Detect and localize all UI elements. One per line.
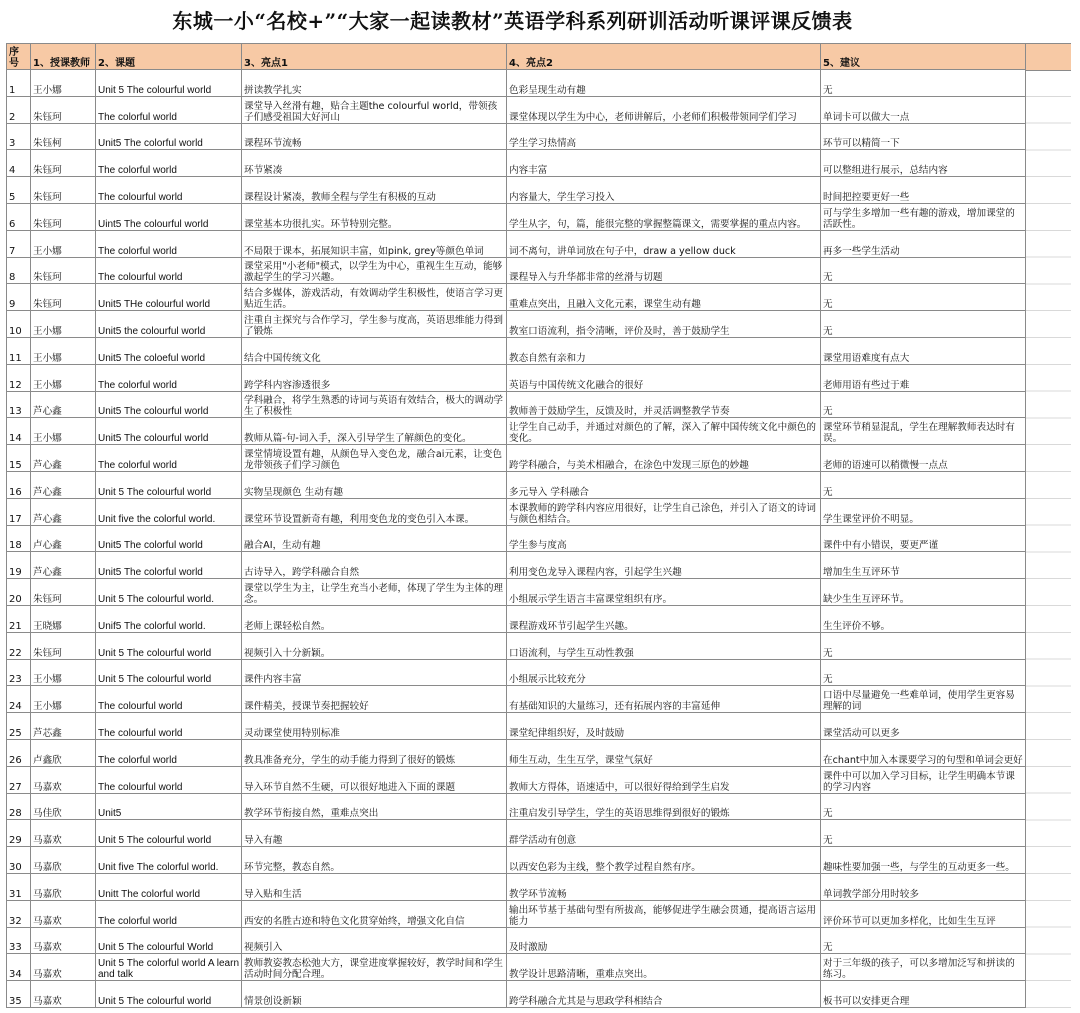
cell-index[interactable]: 6	[7, 203, 31, 230]
cell-teacher[interactable]: 马嘉欣	[31, 847, 96, 874]
cell-topic[interactable]: Unit5 THe colourful world	[96, 284, 242, 311]
header-highlight-2[interactable]: 4、亮点2	[507, 44, 821, 70]
cell-suggestion[interactable]: 无	[821, 284, 1026, 311]
cell-index[interactable]: 23	[7, 659, 31, 686]
cell-suggestion[interactable]: 课件中有小错误，要更严谨	[821, 525, 1026, 552]
cell-topic[interactable]: Unit5 The colorful world	[96, 525, 242, 552]
cell-index[interactable]: 25	[7, 713, 31, 740]
header-index[interactable]: 序号	[7, 44, 31, 70]
cell-index[interactable]: 16	[7, 471, 31, 498]
header-teacher[interactable]: 1、授课教师	[31, 44, 96, 70]
cell-highlight-2[interactable]: 课程游戏环节引起学生兴趣。	[507, 605, 821, 632]
cell-highlight-2[interactable]: 跨学科融合，与美术相融合，在涂色中发现三原色的妙趣	[507, 445, 821, 472]
cell-highlight-2[interactable]: 色彩呈现生动有趣	[507, 70, 821, 97]
cell-topic[interactable]: The colorful world	[96, 739, 242, 766]
cell-highlight-2[interactable]: 教学环节流畅	[507, 873, 821, 900]
cell-highlight-1[interactable]: 课堂导入丝滑有趣，贴合主题the colourful world，带领孩子们感受祖国大好河山	[242, 96, 507, 123]
cell-topic[interactable]: Uint5 The colourful world	[96, 203, 242, 230]
cell-index[interactable]: 22	[7, 632, 31, 659]
cell-topic[interactable]: Unit 5 The colourful world	[96, 659, 242, 686]
cell-teacher[interactable]: 朱钰珂	[31, 632, 96, 659]
cell-teacher[interactable]: 王小娜	[31, 364, 96, 391]
cell-index[interactable]: 33	[7, 927, 31, 954]
cell-highlight-1[interactable]: 课件精美，授课节奏把握较好	[242, 686, 507, 713]
cell-teacher[interactable]: 马嘉欢	[31, 820, 96, 847]
cell-highlight-1[interactable]: 古诗导入，跨学科融合自然	[242, 552, 507, 579]
cell-highlight-2[interactable]: 利用变色龙导入课程内容，引起学生兴趣	[507, 552, 821, 579]
cell-suggestion[interactable]: 无	[821, 311, 1026, 338]
cell-topic[interactable]: Unit 5 The colourful world	[96, 471, 242, 498]
table-row	[7, 686, 1026, 713]
table-row	[7, 820, 1026, 847]
header-suggestion[interactable]: 5、建议	[821, 44, 1026, 70]
cell-suggestion[interactable]: 口语中尽量避免一些难单词，使用学生更容易理解的词	[821, 686, 1026, 713]
table-row	[7, 713, 1026, 740]
table-row	[7, 150, 1026, 177]
cell-index[interactable]: 20	[7, 579, 31, 606]
cell-suggestion[interactable]: 对于三年级的孩子，可以多增加泛写和拼读的练习。	[821, 954, 1026, 981]
cell-highlight-1[interactable]: 环节紧凑	[242, 150, 507, 177]
cell-suggestion[interactable]: 再多一些学生活动	[821, 230, 1026, 257]
cell-topic[interactable]: Unitt The colorful world	[96, 873, 242, 900]
cell-topic[interactable]: Unit 5 The colourful world	[96, 820, 242, 847]
table-body	[7, 70, 1026, 1008]
cell-suggestion[interactable]: 单词卡可以做大一点	[821, 96, 1026, 123]
cell-highlight-2[interactable]: 教室口语流利，指令清晰，评价及时，善于鼓励学生	[507, 311, 821, 338]
cell-index[interactable]: 14	[7, 418, 31, 445]
cell-highlight-1[interactable]: 导入环节自然不生硬，可以很好地进入下面的课题	[242, 766, 507, 793]
cell-topic[interactable]: Unit5 The colorful world	[96, 123, 242, 150]
cell-highlight-1[interactable]: 实物呈现颜色 生动有趣	[242, 471, 507, 498]
cell-teacher[interactable]: 卢心鑫	[31, 525, 96, 552]
cell-topic[interactable]: Unit five The colorful world.	[96, 847, 242, 874]
table-row	[7, 70, 1026, 97]
cell-suggestion[interactable]: 课堂用语难度有点大	[821, 337, 1026, 364]
cell-suggestion[interactable]: 评价环节可以更加多样化，比如生生互评	[821, 900, 1026, 927]
cell-highlight-1[interactable]: 学科融合，将学生熟悉的诗词与英语有效结合，极大的调动学生了积极性	[242, 391, 507, 418]
cell-highlight-2[interactable]: 词不离句，讲单词放在句子中，draw a yellow duck	[507, 230, 821, 257]
cell-index[interactable]: 10	[7, 311, 31, 338]
cell-teacher[interactable]: 朱钰珂	[31, 177, 96, 204]
cell-index[interactable]: 2	[7, 96, 31, 123]
cell-teacher[interactable]: 马嘉欣	[31, 873, 96, 900]
cell-highlight-1[interactable]: 拼读教学扎实	[242, 70, 507, 97]
cell-topic[interactable]: The colourful world	[96, 713, 242, 740]
cell-highlight-1[interactable]: 导入有趣	[242, 820, 507, 847]
cell-highlight-1[interactable]: 不局限于课本，拓展知识丰富，如pink, grey等颜色单词	[242, 230, 507, 257]
table-row	[7, 739, 1026, 766]
cell-teacher[interactable]: 王小娜	[31, 311, 96, 338]
table-row	[7, 847, 1026, 874]
cell-highlight-1[interactable]: 老师上课轻松自然。	[242, 605, 507, 632]
cell-teacher[interactable]: 马嘉欢	[31, 927, 96, 954]
cell-topic[interactable]: Unit 5 The colourful world	[96, 981, 242, 1008]
cell-highlight-2[interactable]: 内容丰富	[507, 150, 821, 177]
cell-suggestion[interactable]: 趣味性要加强一些，与学生的互动更多一些。	[821, 847, 1026, 874]
cell-highlight-1[interactable]: 课堂基本功很扎实。环节特别完整。	[242, 203, 507, 230]
cell-suggestion[interactable]: 无	[821, 471, 1026, 498]
cell-highlight-2[interactable]: 有基础知识的大量练习，还有拓展内容的丰富延伸	[507, 686, 821, 713]
cell-topic[interactable]: The colorful world	[96, 150, 242, 177]
cell-teacher[interactable]: 芦芯鑫	[31, 713, 96, 740]
header-topic[interactable]: 2、课题	[96, 44, 242, 70]
table-row	[7, 391, 1026, 418]
cell-suggestion[interactable]: 课件中可以加入学习目标，让学生明确本节课的学习内容	[821, 766, 1026, 793]
cell-highlight-1[interactable]: 课程设计紧凑，教师全程与学生有积极的互动	[242, 177, 507, 204]
cell-topic[interactable]: The colorful world	[96, 900, 242, 927]
cell-highlight-2[interactable]: 口语流利，与学生互动性教强	[507, 632, 821, 659]
table-row	[7, 471, 1026, 498]
cell-highlight-1[interactable]: 融合AI，生动有趣	[242, 525, 507, 552]
cell-highlight-1[interactable]: 结合多媒体，游戏活动，有效调动学生积极性，使语言学习更贴近生活。	[242, 284, 507, 311]
cell-teacher[interactable]: 芦心鑫	[31, 391, 96, 418]
table-row	[7, 632, 1026, 659]
table-row	[7, 525, 1026, 552]
cell-index[interactable]: 31	[7, 873, 31, 900]
table-row	[7, 230, 1026, 257]
cell-index[interactable]: 4	[7, 150, 31, 177]
cell-suggestion[interactable]: 在chant中加入本课要学习的句型和单词会更好	[821, 739, 1026, 766]
cell-teacher[interactable]: 卢鑫欣	[31, 739, 96, 766]
table-row	[7, 900, 1026, 927]
cell-teacher[interactable]: 芦心鑫	[31, 471, 96, 498]
cell-teacher[interactable]: 朱钰珂	[31, 579, 96, 606]
table-row	[7, 96, 1026, 123]
cell-topic[interactable]: The colorful world	[96, 230, 242, 257]
cell-teacher[interactable]: 王小娜	[31, 70, 96, 97]
cell-index[interactable]: 24	[7, 686, 31, 713]
cell-index[interactable]: 7	[7, 230, 31, 257]
cell-index[interactable]: 17	[7, 498, 31, 525]
table-row	[7, 552, 1026, 579]
cell-teacher[interactable]: 芦心鑫	[31, 498, 96, 525]
cell-teacher[interactable]: 王小娜	[31, 230, 96, 257]
cell-suggestion[interactable]: 缺少生生互评环节。	[821, 579, 1026, 606]
cell-highlight-2[interactable]: 英语与中国传统文化融合的很好	[507, 364, 821, 391]
table-row	[7, 981, 1026, 1008]
sheet-title: 东城一小“名校+”“大家一起读教材”英语学科系列研训活动听课评课反馈表	[172, 9, 853, 33]
cell-index[interactable]: 35	[7, 981, 31, 1008]
table-row	[7, 793, 1026, 820]
cell-index[interactable]: 11	[7, 337, 31, 364]
cell-suggestion[interactable]: 无	[821, 659, 1026, 686]
cell-highlight-2[interactable]: 注重启发引导学生，学生的英语思维得到很好的锻炼	[507, 793, 821, 820]
cell-suggestion[interactable]: 无	[821, 257, 1026, 284]
cell-highlight-2[interactable]: 输出环节基于基础句型有所拔高，能够促进学生融会贯通，提高语言运用能力	[507, 900, 821, 927]
cell-topic[interactable]: Unit 5 The colourful world.	[96, 579, 242, 606]
cell-highlight-2[interactable]: 重难点突出，且融入文化元素，课堂生动有趣	[507, 284, 821, 311]
cell-teacher[interactable]: 王小娜	[31, 659, 96, 686]
cell-highlight-2[interactable]: 学生参与度高	[507, 525, 821, 552]
cell-topic[interactable]: The colourful world	[96, 177, 242, 204]
cell-index[interactable]: 34	[7, 954, 31, 981]
table-row	[7, 498, 1026, 525]
cell-suggestion[interactable]: 课堂活动可以更多	[821, 713, 1026, 740]
cell-suggestion[interactable]: 板书可以安排更合理	[821, 981, 1026, 1008]
cell-suggestion[interactable]: 无	[821, 391, 1026, 418]
cell-teacher[interactable]: 朱钰珂	[31, 284, 96, 311]
cell-suggestion[interactable]: 无	[821, 793, 1026, 820]
cell-highlight-2[interactable]: 教态自然有亲和力	[507, 337, 821, 364]
cell-highlight-2[interactable]: 及时激励	[507, 927, 821, 954]
cell-topic[interactable]: Unit 5 The colourful world	[96, 70, 242, 97]
cell-topic[interactable]: Unit5 The colourful world	[96, 418, 242, 445]
cell-index[interactable]: 9	[7, 284, 31, 311]
cell-highlight-2[interactable]: 课程导入与升华都非常的丝滑与切题	[507, 257, 821, 284]
cell-topic[interactable]: Unit five the colorful world.	[96, 498, 242, 525]
table-row	[7, 766, 1026, 793]
cell-teacher[interactable]: 马佳欣	[31, 793, 96, 820]
cell-topic[interactable]: Unit5 The coloeful world	[96, 337, 242, 364]
cell-highlight-2[interactable]: 内容量大，学生学习投入	[507, 177, 821, 204]
cell-suggestion[interactable]: 无	[821, 927, 1026, 954]
cell-index[interactable]: 30	[7, 847, 31, 874]
table-row	[7, 418, 1026, 445]
cell-teacher[interactable]: 朱钰珂	[31, 150, 96, 177]
cell-topic[interactable]: The colourful world	[96, 766, 242, 793]
cell-highlight-1[interactable]: 灵动课堂使用特别标准	[242, 713, 507, 740]
empty-grid-area	[1025, 70, 1071, 1013]
table-row	[7, 659, 1026, 686]
cell-topic[interactable]: The colorful world	[96, 96, 242, 123]
cell-index[interactable]: 8	[7, 257, 31, 284]
table-row	[7, 177, 1026, 204]
table-row	[7, 364, 1026, 391]
cell-index[interactable]: 1	[7, 70, 31, 97]
cell-highlight-2[interactable]: 本课教师的跨学科内容应用很好，让学生自己涂色，并引入了语文的诗词与颜色相结合。	[507, 498, 821, 525]
cell-suggestion[interactable]: 老师的语速可以稍微慢一点点	[821, 445, 1026, 472]
table-row	[7, 257, 1026, 284]
cell-highlight-2[interactable]: 学生学习热情高	[507, 123, 821, 150]
cell-teacher[interactable]: 朱钰珂	[31, 257, 96, 284]
cell-highlight-1[interactable]: 视频引入	[242, 927, 507, 954]
table-row	[7, 284, 1026, 311]
cell-teacher[interactable]: 王小娜	[31, 686, 96, 713]
cell-topic[interactable]: The colourful world	[96, 257, 242, 284]
cell-suggestion[interactable]: 无	[821, 70, 1026, 97]
cell-highlight-1[interactable]: 注重自主探究与合作学习，学生参与度高，英语思维能力得到了锻炼	[242, 311, 507, 338]
cell-highlight-1[interactable]: 教师从篇-句-词入手，深入引导学生了解颜色的变化。	[242, 418, 507, 445]
cell-index[interactable]: 18	[7, 525, 31, 552]
cell-topic[interactable]: Unif5 The colorful world.	[96, 605, 242, 632]
cell-suggestion[interactable]: 可与学生多增加一些有趣的游戏，增加课堂的活跃性。	[821, 203, 1026, 230]
cell-suggestion[interactable]: 生生评价不够。	[821, 605, 1026, 632]
cell-highlight-1[interactable]: 西安的名胜古迹和特色文化贯穿始终，增强文化自信	[242, 900, 507, 927]
cell-index[interactable]: 28	[7, 793, 31, 820]
table-row	[7, 123, 1026, 150]
empty-header-cell	[1025, 43, 1071, 71]
cell-highlight-2[interactable]: 以西安色彩为主线，整个教学过程自然有序。	[507, 847, 821, 874]
cell-highlight-1[interactable]: 课堂情境设置有趣，从颜色导入变色龙，融合ai元素，让变色龙带领孩子们学习颜色	[242, 445, 507, 472]
cell-highlight-1[interactable]: 环节完整，教态自然。	[242, 847, 507, 874]
cell-suggestion[interactable]: 无	[821, 820, 1026, 847]
cell-suggestion[interactable]: 无	[821, 632, 1026, 659]
cell-teacher[interactable]: 王小娜	[31, 418, 96, 445]
cell-highlight-1[interactable]: 视频引入十分新颖。	[242, 632, 507, 659]
cell-suggestion[interactable]: 课堂环节稍显混乱，学生在理解教师表达时有误。	[821, 418, 1026, 445]
cell-teacher[interactable]: 朱钰珂	[31, 96, 96, 123]
cell-topic[interactable]: Unit 5 The colorful world A learn and talk	[96, 954, 242, 981]
cell-teacher[interactable]: 芦心鑫	[31, 552, 96, 579]
cell-highlight-1[interactable]: 教师教姿教态松弛大方，课堂进度掌握较好，教学时间和学生活动时间分配合理。	[242, 954, 507, 981]
cell-highlight-2[interactable]: 多元导入 学科融合	[507, 471, 821, 498]
cell-suggestion[interactable]: 学生课堂评价不明显。	[821, 498, 1026, 525]
cell-topic[interactable]: Unit5	[96, 793, 242, 820]
table-row	[7, 873, 1026, 900]
table-row	[7, 203, 1026, 230]
table-row	[7, 579, 1026, 606]
cell-index[interactable]: 12	[7, 364, 31, 391]
cell-index[interactable]: 32	[7, 900, 31, 927]
cell-highlight-1[interactable]: 跨学科内容渗透很多	[242, 364, 507, 391]
cell-highlight-2[interactable]: 课堂体现以学生为中心，老师讲解后，小老师们积极带领同学们学习	[507, 96, 821, 123]
cell-topic[interactable]: Unit5 The colorful world	[96, 552, 242, 579]
header-row	[7, 44, 1026, 70]
cell-highlight-1[interactable]: 结合中国传统文化	[242, 337, 507, 364]
cell-highlight-2[interactable]: 课堂纪律组织好，及时鼓励	[507, 713, 821, 740]
cell-topic[interactable]: The colourful world	[96, 686, 242, 713]
cell-highlight-2[interactable]: 学生从字，句，篇，能很完整的掌握整篇课文，需要掌握的重点内容。	[507, 203, 821, 230]
cell-highlight-1[interactable]: 教学环节衔接自然，重难点突出	[242, 793, 507, 820]
cell-teacher[interactable]: 马嘉欢	[31, 981, 96, 1008]
cell-topic[interactable]: The colorful world	[96, 364, 242, 391]
cell-index[interactable]: 13	[7, 391, 31, 418]
feedback-table	[6, 43, 1026, 1008]
cell-topic[interactable]: Unit5 the colourful world	[96, 311, 242, 338]
cell-highlight-1[interactable]: 课程环节流畅	[242, 123, 507, 150]
cell-highlight-1[interactable]: 导入贴和生活	[242, 873, 507, 900]
cell-suggestion[interactable]: 单词教学部分用时较多	[821, 873, 1026, 900]
cell-highlight-2[interactable]: 教学设计思路清晰，重难点突出。	[507, 954, 821, 981]
cell-index[interactable]: 21	[7, 605, 31, 632]
cell-topic[interactable]: Unit5 The colourful world	[96, 391, 242, 418]
cell-suggestion[interactable]: 时间把控要更好一些	[821, 177, 1026, 204]
cell-highlight-1[interactable]: 课堂采用"小老师"模式，以学生为中心，重视生生互动，能够激起学生的学习兴趣。	[242, 257, 507, 284]
cell-teacher[interactable]: 马嘉欢	[31, 954, 96, 981]
table-row	[7, 927, 1026, 954]
cell-topic[interactable]: Unit 5 The colourful world	[96, 632, 242, 659]
cell-highlight-1[interactable]: 课堂环节设置新奇有趣，利用变色龙的变色引入本课。	[242, 498, 507, 525]
cell-suggestion[interactable]: 老师用语有些过于难	[821, 364, 1026, 391]
cell-highlight-2[interactable]: 小组展示学生语言丰富课堂组织有序。	[507, 579, 821, 606]
cell-index[interactable]: 19	[7, 552, 31, 579]
cell-index[interactable]: 5	[7, 177, 31, 204]
table-row	[7, 445, 1026, 472]
cell-highlight-2[interactable]: 群学活动有创意	[507, 820, 821, 847]
cell-index[interactable]: 15	[7, 445, 31, 472]
cell-highlight-1[interactable]: 教具准备充分，学生的动手能力得到了很好的锻炼	[242, 739, 507, 766]
cell-teacher[interactable]: 朱钰柯	[31, 123, 96, 150]
table-row	[7, 311, 1026, 338]
cell-teacher[interactable]: 朱钰珂	[31, 203, 96, 230]
cell-highlight-1[interactable]: 情景创设新颖	[242, 981, 507, 1008]
cell-topic[interactable]: The colorful world	[96, 445, 242, 472]
header-highlight-1[interactable]: 3、亮点1	[242, 44, 507, 70]
cell-teacher[interactable]: 王晓娜	[31, 605, 96, 632]
cell-highlight-2[interactable]: 师生互动，生生互学，课堂气氛好	[507, 739, 821, 766]
table-row	[7, 337, 1026, 364]
cell-index[interactable]: 26	[7, 739, 31, 766]
cell-highlight-2[interactable]: 教师善于鼓励学生，反馈及时，并灵活调整教学节奏	[507, 391, 821, 418]
cell-teacher[interactable]: 芦心鑫	[31, 445, 96, 472]
cell-suggestion[interactable]: 可以整组进行展示，总结内容	[821, 150, 1026, 177]
table-row	[7, 605, 1026, 632]
cell-highlight-2[interactable]: 教师大方得体，语速适中，可以很好得给到学生启发	[507, 766, 821, 793]
cell-topic[interactable]: Unit 5 The colourful World	[96, 927, 242, 954]
cell-suggestion[interactable]: 增加生生互评环节	[821, 552, 1026, 579]
cell-index[interactable]: 27	[7, 766, 31, 793]
cell-highlight-2[interactable]: 小组展示比较充分	[507, 659, 821, 686]
cell-teacher[interactable]: 马嘉欢	[31, 900, 96, 927]
cell-highlight-2[interactable]: 让学生自己动手，并通过对颜色的了解，深入了解中国传统文化中颜色的变化。	[507, 418, 821, 445]
table-row	[7, 954, 1026, 981]
cell-teacher[interactable]: 王小娜	[31, 337, 96, 364]
cell-suggestion[interactable]: 环节可以精简一下	[821, 123, 1026, 150]
cell-index[interactable]: 29	[7, 820, 31, 847]
cell-highlight-2[interactable]: 跨学科融合尤其是与思政学科相结合	[507, 981, 821, 1008]
cell-teacher[interactable]: 马嘉欢	[31, 766, 96, 793]
cell-index[interactable]: 3	[7, 123, 31, 150]
cell-highlight-1[interactable]: 课堂以学生为主，让学生充当小老师，体现了学生为主体的理念。	[242, 579, 507, 606]
cell-highlight-1[interactable]: 课件内容丰富	[242, 659, 507, 686]
